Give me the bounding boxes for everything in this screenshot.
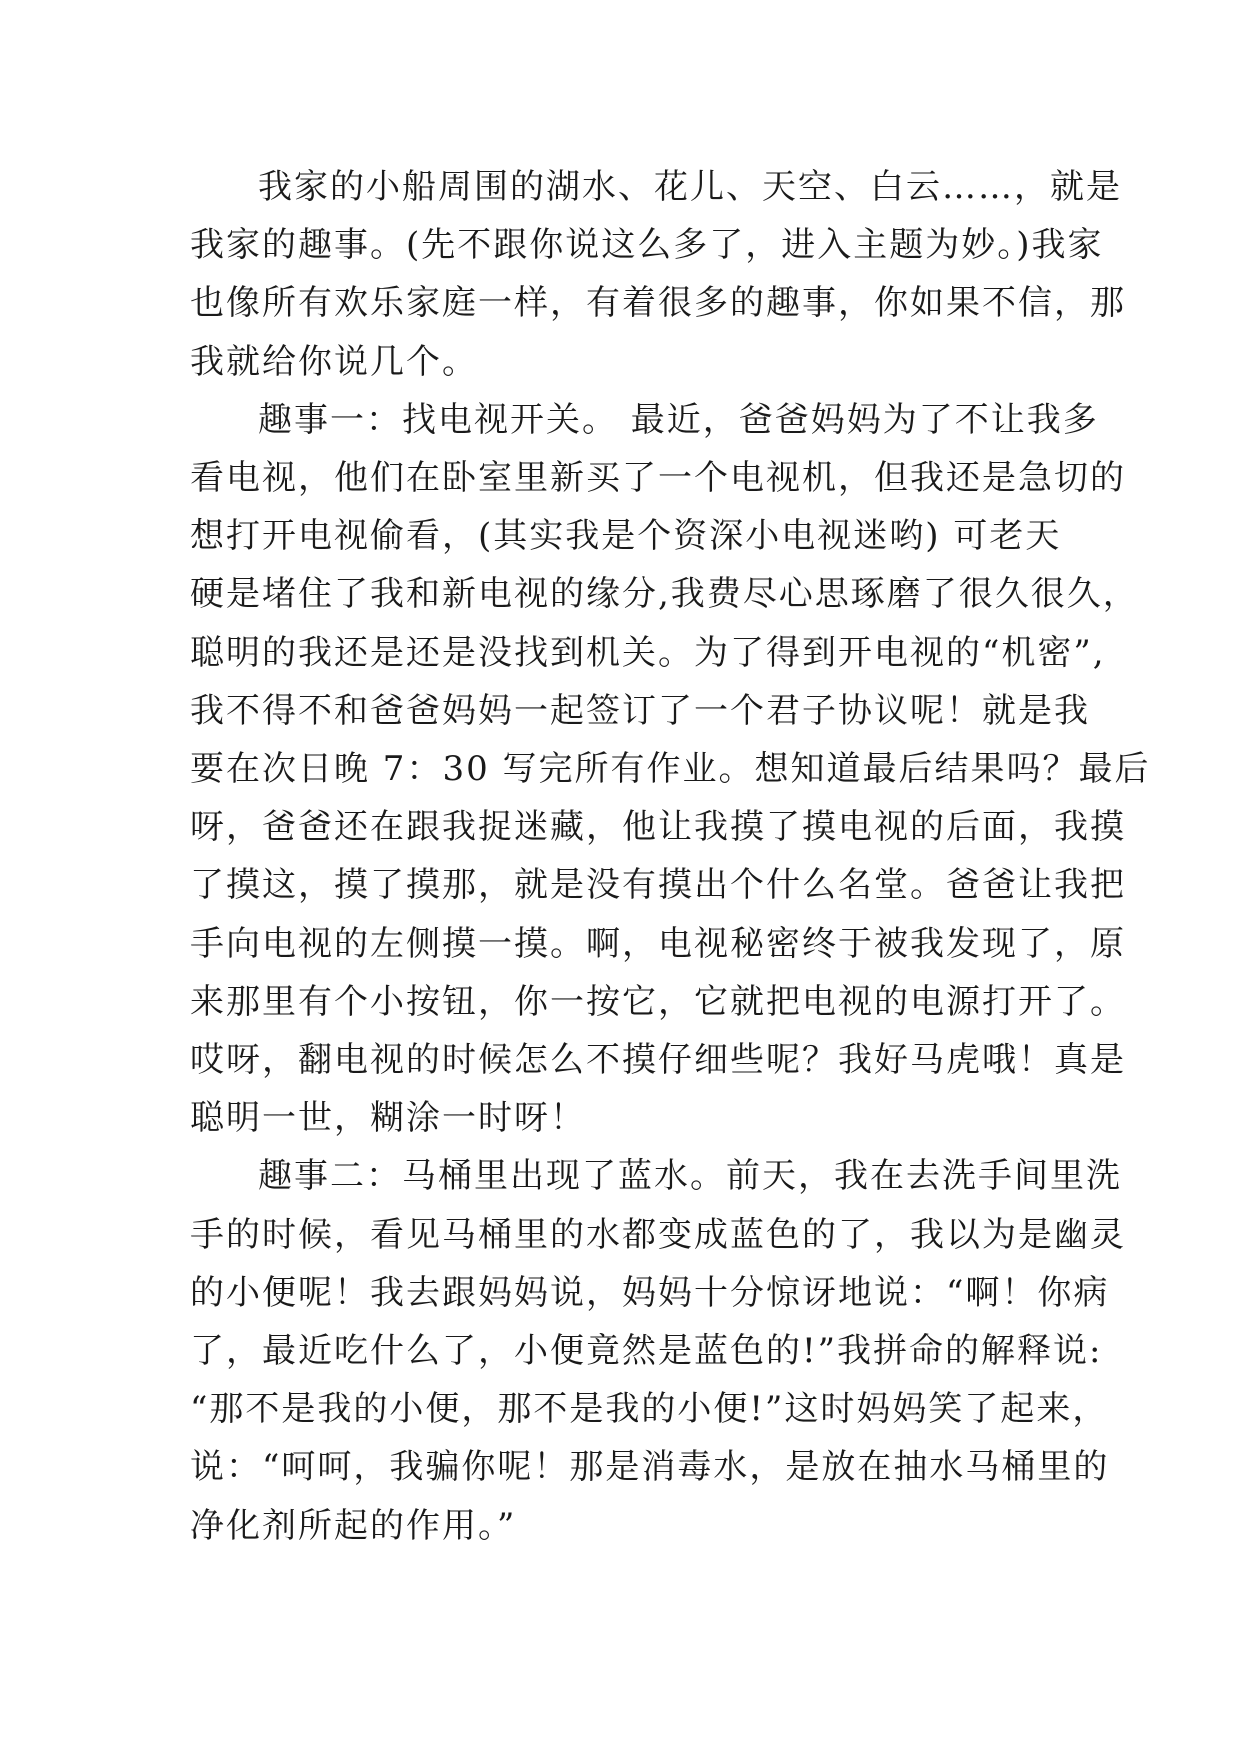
text-line: “那不是我的小便，那不是我的小便!”这时妈妈笑了起来， [190, 1389, 1109, 1430]
text-line: 趣事一：找电视开关。 最近，爸爸妈妈为了不让我多 [258, 399, 1099, 440]
text-line: 聪明的我还是还是没找到机关。为了得到开电视的“机密”, [190, 632, 1106, 673]
text-line: 趣事二：马桶里出现了蓝水。前天，我在去洗手间里洗 [258, 1156, 1122, 1197]
text-line: 看电视，他们在卧室里新买了一个电视机，但我还是急切的 [190, 458, 1126, 499]
text-line: 我不得不和爸爸妈妈一起签订了一个君子协议呢！就是我 [190, 690, 1090, 731]
text-line: 我家的小船周围的湖水、花儿、天空、白云……，就是 [258, 167, 1122, 207]
text-line: 说：“呵呵，我骗你呢！那是消毒水，是放在抽水马桶里的 [190, 1447, 1110, 1488]
text-line: 要在次日晚 7：30 写完所有作业。想知道最后结果吗？最后 [190, 749, 1151, 790]
text-line: 想打开电视偷看，(其实我是个资深小电视迷哟) 可老天 [190, 516, 1062, 557]
paragraph-story-one [190, 391, 1151, 1148]
text-line: 了，最近吃什么了，小便竟然是蓝色的!”我拼命的解释说: [190, 1331, 1103, 1372]
paragraph-story-two [190, 1147, 1126, 1554]
text-line: 硬是堵住了我和新电视的缘分,我费尽心思琢磨了很久很久， [190, 574, 1139, 615]
paragraph-intro [190, 158, 1126, 391]
text-line: 我家的趣事。(先不跟你说这么多了，进入主题为妙。)我家 [190, 225, 1104, 266]
text-line: 也像所有欢乐家庭一样，有着很多的趣事，你如果不信，那 [190, 283, 1126, 324]
text-line: 来那里有个小按钮，你一按它，它就把电视的电源打开了。 [190, 981, 1126, 1022]
text-line: 了摸这，摸了摸那，就是没有摸出个什么名堂。爸爸让我把 [190, 865, 1126, 906]
text-line: 我就给你说几个。 [190, 341, 478, 382]
text-line: 呀，爸爸还在跟我捉迷藏，他让我摸了摸电视的后面，我摸 [190, 807, 1126, 848]
text-line: 手的时候，看见马桶里的水都变成蓝色的了，我以为是幽灵 [190, 1214, 1126, 1255]
text-line: 手向电视的左侧摸一摸。啊，电视秘密终于被我发现了，原 [190, 923, 1126, 964]
text-line: 聪明一世，糊涂一时呀！ [190, 1098, 586, 1139]
text-line: 净化剂所起的作用。” [190, 1505, 517, 1546]
body-text [190, 158, 1151, 1555]
text-line: 哎呀，翻电视的时候怎么不摸仔细些呢？我好马虎哦！真是 [190, 1040, 1126, 1081]
text-line: 的小便呢！我去跟妈妈说，妈妈十分惊讶地说：“啊！你病 [190, 1272, 1110, 1313]
